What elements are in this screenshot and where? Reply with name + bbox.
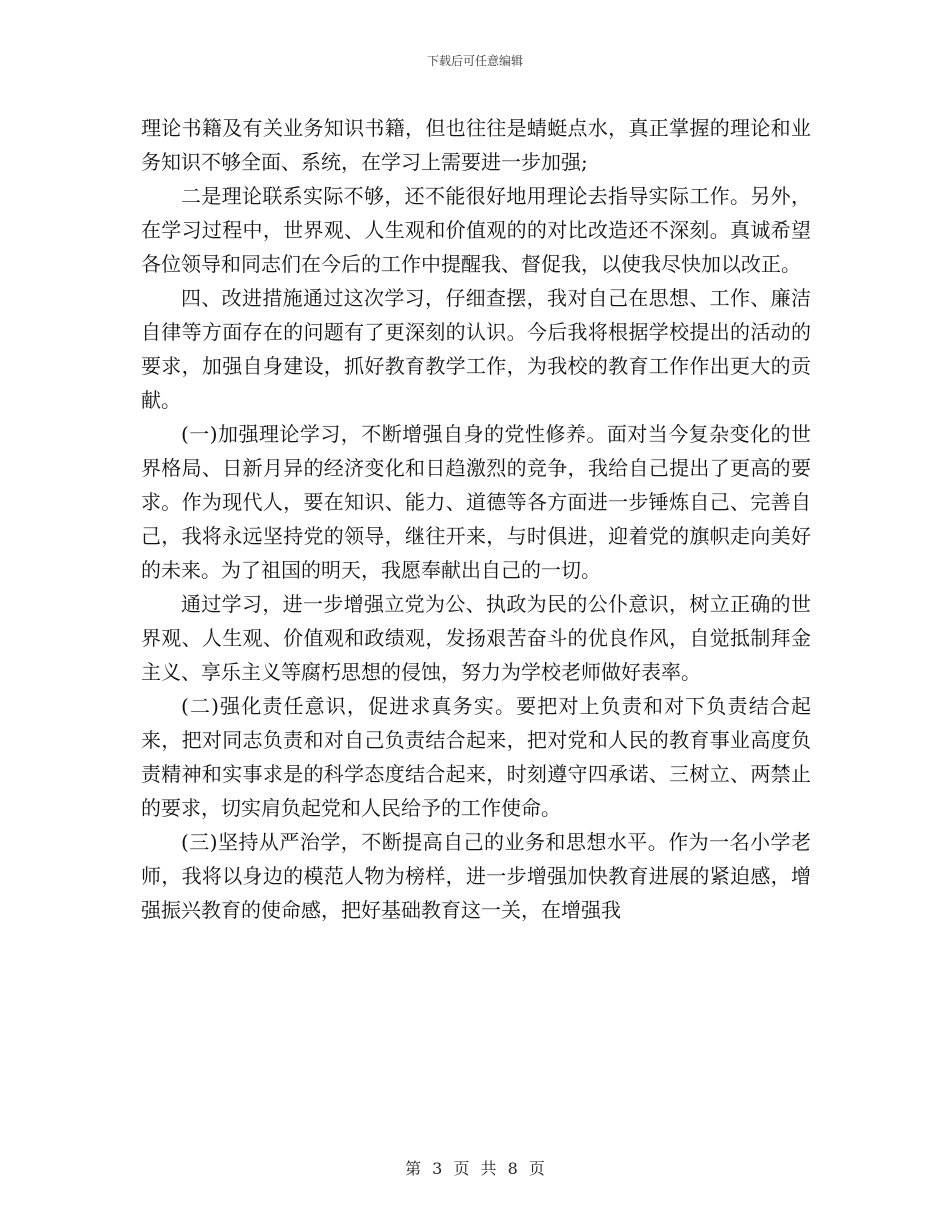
- page-header: 下载后可任意编辑: [426, 54, 523, 68]
- document-body: [141, 111, 811, 927]
- paragraph-7: (三)坚持从严治学，不断提高自己的业务和思想水平。作为一名小学老师，我将以身边的模范人物为榜样，进一步增强加快教育进展的紧迫感，增强振兴教育的使命感，把好基础教育这一关，在增强我: [141, 830, 811, 922]
- paragraph-4: (一)加强理论学习，不断增强自身的党性修养。面对当今复杂变化的世界格局、日新月异的经济变化和日趋激烈的竞争，我给自己提出了更高的要求。作为现代人，要在知识、能力、道德等各方面进一步锤炼自己、完善自己，我将永远坚持党的领导，继往开来，与时俱进，迎着党的旗帜走向美好的未来。为了祖国的明天，我愿奉献出自己的一切。: [141, 422, 811, 582]
- paragraph-3: 四、改进措施通过这次学习，仔细查摆，我对自己在思想、工作、廉洁自律等方面存在的问题有了更深刻的认识。今后我将根据学校提出的活动的要求，加强自身建设，抓好教育教学工作，为我校的教育工作作出更大的贡献。: [141, 286, 811, 412]
- paragraph-6: (二)强化责任意识，促进求真务实。要把对上负责和对下负责结合起来，把对同志负责和对自己负责结合起来，把对党和人民的教育事业高度负责精神和实事求是的科学态度结合起来，时刻遵守四承诺、三树立、两禁止的要求，切实肩负起党和人民给予的工作使命。: [141, 694, 811, 820]
- paragraph-2: 二是理论联系实际不够，还不能很好地用理论去指导实际工作。另外，在学习过程中，世界观、人生观和价值观的的对比改造还不深刻。真诚希望各位领导和同志们在今后的工作中提醒我、督促我，以使我尽快加以改正。: [141, 184, 811, 276]
- paragraph-5: 通过学习，进一步增强立党为公、执政为民的公仆意识，树立正确的世界观、人生观、价值观和政绩观，发扬艰苦奋斗的优良作风，自觉抵制拜金主义、享乐主义等腐朽思想的侵蚀，努力为学校老师做好表率。: [141, 592, 811, 684]
- paragraph-1: 理论书籍及有关业务知识书籍，但也往往是蜻蜓点水，真正掌握的理论和业务知识不够全面、系统，在学习上需要进一步加强;: [141, 116, 811, 174]
- page-footer: 第 3 页 共 8 页: [405, 1159, 545, 1178]
